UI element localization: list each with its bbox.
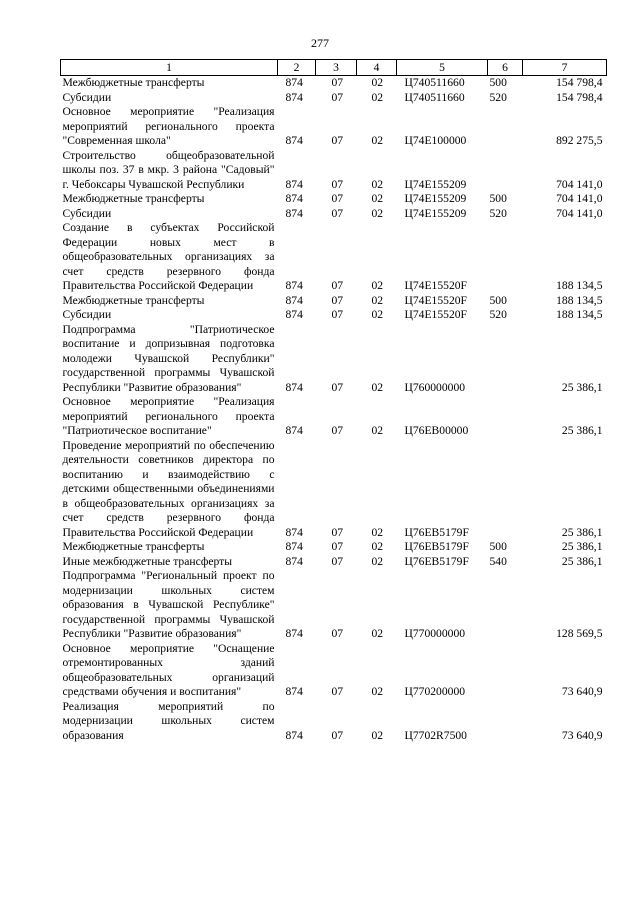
- column-header-1: 1: [61, 60, 278, 76]
- table-row: [61, 308, 607, 323]
- row-csr-cell: Ц770200000: [404, 685, 466, 698]
- row-name-cell: Подпрограмма "Региональный проект по модернизации школьных систем образования в Чувашской Республике" государственной программы Чувашской Республики "Развитие образования": [62, 569, 275, 640]
- table-row: [61, 700, 607, 744]
- row-csr-cell: Ц74Е100000: [404, 134, 467, 147]
- table-row: [61, 221, 607, 294]
- row-pr-cell: 02: [371, 685, 384, 698]
- row-pr-cell: 02: [371, 728, 384, 742]
- row-vr-cell: 500: [489, 192, 507, 205]
- row-name-cell: Реализация мероприятий по модернизации школьных систем образования: [62, 699, 275, 742]
- column-header-5: 5: [397, 60, 488, 76]
- table-row: [61, 105, 607, 149]
- row-glav-cell: 874: [285, 525, 303, 539]
- row-name-cell: Межбюджетные трансферты: [62, 192, 205, 205]
- row-sum-cell: 128 569,5: [556, 627, 603, 640]
- row-vr-cell: 520: [489, 90, 507, 104]
- row-glav-cell: 874: [285, 728, 303, 742]
- row-sum-cell: 892 275,5: [556, 134, 603, 147]
- row-vr-cell: 520: [489, 308, 507, 321]
- row-rz-cell: 07: [331, 293, 344, 307]
- row-glav-cell: 874: [285, 76, 303, 89]
- row-pr-cell: 02: [371, 192, 384, 205]
- row-sum-cell: 25 386,1: [561, 380, 603, 394]
- table-row: [61, 540, 607, 555]
- column-header-7: 7: [523, 60, 607, 76]
- row-name-cell: Субсидии: [62, 90, 112, 104]
- row-vr-cell: [488, 439, 523, 541]
- row-rz-cell: 07: [331, 685, 344, 698]
- row-rz-cell: 07: [331, 554, 344, 568]
- row-pr-cell: 02: [371, 177, 384, 191]
- table-row: [61, 91, 607, 106]
- row-csr-cell: Ц74Е15520F: [404, 293, 467, 307]
- row-name-cell: Строительство общеобразовательной школы поз. 37 в мкр. 3 района "Садовый" г. Чебоксары Чувашской Республики: [62, 148, 275, 191]
- row-csr-cell: Ц76ЕВ00000: [404, 424, 469, 437]
- row-sum-cell: 25 386,1: [561, 540, 603, 553]
- row-glav-cell: 874: [285, 192, 303, 205]
- table-row: [61, 642, 607, 700]
- row-csr-cell: Ц7702R7500: [404, 728, 467, 742]
- table-row: [61, 294, 607, 309]
- row-sum-cell: 704 141,0: [556, 177, 603, 191]
- row-vr-cell: [488, 149, 523, 193]
- row-vr-cell: 520: [489, 206, 507, 220]
- table-row: [61, 555, 607, 570]
- row-glav-cell: 874: [285, 380, 303, 394]
- row-csr-cell: Ц760000000: [404, 380, 466, 394]
- table-row: [61, 395, 607, 439]
- column-header-2: 2: [278, 60, 316, 76]
- row-rz-cell: 07: [331, 627, 344, 640]
- row-pr-cell: 02: [371, 424, 384, 437]
- row-pr-cell: 02: [371, 627, 384, 640]
- row-csr-cell: Ц770000000: [404, 627, 466, 640]
- row-sum-cell: 73 640,9: [561, 728, 603, 742]
- row-pr-cell: 02: [371, 206, 384, 220]
- row-name-cell: Создание в субъектах Российской Федерации новых мест в общеобразовательных организациях за счет средств резервного фонда Правительства Российской Федерации: [62, 221, 275, 292]
- row-csr-cell: Ц74Е155209: [404, 192, 467, 205]
- row-name-cell: Основное мероприятие "Оснащение отремонтированных зданий общеобразовательных организаций средствами обучения и воспитания": [62, 641, 275, 698]
- row-glav-cell: 874: [285, 206, 303, 220]
- row-vr-cell: [488, 569, 523, 642]
- row-csr-cell: Ц74Е155209: [404, 177, 467, 191]
- table-row: [61, 192, 607, 207]
- row-pr-cell: 02: [371, 540, 384, 553]
- row-glav-cell: 874: [285, 293, 303, 307]
- row-sum-cell: 188 134,5: [556, 279, 603, 292]
- row-pr-cell: 02: [371, 134, 384, 147]
- row-pr-cell: 02: [371, 554, 384, 568]
- row-glav-cell: 874: [285, 279, 303, 292]
- row-rz-cell: 07: [331, 525, 344, 539]
- row-csr-cell: Ц74Е155209: [404, 206, 467, 220]
- row-vr-cell: 500: [489, 540, 507, 553]
- row-sum-cell: 704 141,0: [556, 206, 603, 220]
- row-glav-cell: 874: [285, 424, 303, 437]
- row-vr-cell: 500: [489, 76, 507, 89]
- row-rz-cell: 07: [331, 279, 344, 292]
- row-pr-cell: 02: [371, 308, 384, 321]
- row-vr-cell: [488, 323, 523, 396]
- row-sum-cell: 25 386,1: [561, 525, 603, 539]
- row-pr-cell: 02: [371, 525, 384, 539]
- row-sum-cell: 704 141,0: [556, 192, 603, 205]
- row-sum-cell: 25 386,1: [561, 424, 603, 437]
- row-pr-cell: 02: [371, 90, 384, 104]
- row-rz-cell: 07: [331, 134, 344, 147]
- row-vr-cell: [488, 221, 523, 294]
- row-name-cell: Проведение мероприятий по обеспечению деятельности советников директора по воспитанию и взаимодействию с детскими общественными объединениями в общеобразовательных организациях за счет средств резервного фонда Правительства Российской Федерации: [62, 438, 275, 539]
- page-number: 277: [311, 36, 329, 50]
- row-name-cell: Межбюджетные трансферты: [62, 540, 205, 553]
- column-header-3: 3: [316, 60, 357, 76]
- table-row: [61, 323, 607, 396]
- table-row: [61, 207, 607, 222]
- row-pr-cell: 02: [371, 76, 384, 89]
- row-vr-cell: [488, 700, 523, 744]
- row-glav-cell: 874: [285, 627, 303, 640]
- row-glav-cell: 874: [285, 308, 303, 321]
- column-header-4: 4: [357, 60, 397, 76]
- row-rz-cell: 07: [331, 540, 344, 553]
- budget-table: [60, 59, 607, 743]
- row-csr-cell: Ц74Е15520F: [404, 308, 467, 321]
- row-sum-cell: 73 640,9: [561, 685, 603, 698]
- row-pr-cell: 02: [371, 279, 384, 292]
- row-name-cell: Подпрограмма "Патриотическое воспитание и допризывная подготовка молодежи Чувашской Республики" государственной программы Чувашской Республики "Развитие образования": [62, 322, 275, 394]
- row-vr-cell: 540: [489, 554, 507, 568]
- table-row: [61, 569, 607, 642]
- row-sum-cell: 154 798,4: [556, 90, 603, 104]
- row-glav-cell: 874: [285, 90, 303, 104]
- row-name-cell: Субсидии: [62, 308, 112, 321]
- row-csr-cell: Ц76ЕВ5179F: [404, 525, 469, 539]
- row-rz-cell: 07: [331, 308, 344, 321]
- row-pr-cell: 02: [371, 380, 384, 394]
- row-glav-cell: 874: [285, 685, 303, 698]
- row-vr-cell: [488, 642, 523, 700]
- row-name-cell: Межбюджетные трансферты: [62, 293, 205, 307]
- row-name-cell: Межбюджетные трансферты: [62, 76, 205, 89]
- row-glav-cell: 874: [285, 554, 303, 568]
- row-csr-cell: Ц740511660: [404, 76, 465, 89]
- row-name-cell: Основное мероприятие "Реализация мероприятий регионального проекта "Патриотическое воспитание": [62, 395, 275, 437]
- column-header-6: 6: [488, 60, 523, 76]
- column-number-row: [61, 60, 607, 76]
- row-name-cell: Субсидии: [62, 206, 112, 220]
- row-rz-cell: 07: [331, 76, 344, 89]
- table-row: [61, 439, 607, 541]
- row-rz-cell: 07: [331, 90, 344, 104]
- row-name-cell: Иные межбюджетные трансферты: [62, 554, 233, 568]
- row-vr-cell: 500: [489, 293, 507, 307]
- table-row: [61, 76, 607, 91]
- row-sum-cell: 188 134,5: [556, 308, 603, 321]
- row-glav-cell: 874: [285, 177, 303, 191]
- row-rz-cell: 07: [331, 177, 344, 191]
- row-rz-cell: 07: [331, 206, 344, 220]
- table-row: [61, 149, 607, 193]
- row-sum-cell: 188 134,5: [556, 293, 603, 307]
- row-csr-cell: Ц74Е15520F: [404, 279, 467, 292]
- row-csr-cell: Ц740511660: [404, 90, 465, 104]
- row-sum-cell: 25 386,1: [561, 554, 603, 568]
- row-rz-cell: 07: [331, 192, 344, 205]
- row-rz-cell: 07: [331, 380, 344, 394]
- row-csr-cell: Ц76ЕВ5179F: [404, 540, 469, 553]
- row-csr-cell: Ц76ЕВ5179F: [404, 554, 469, 568]
- row-pr-cell: 02: [371, 293, 384, 307]
- row-name-cell: Основное мероприятие "Реализация мероприятий регионального проекта "Современная школа": [62, 105, 275, 147]
- row-rz-cell: 07: [331, 728, 344, 742]
- row-glav-cell: 874: [285, 134, 303, 147]
- row-vr-cell: [488, 395, 523, 439]
- row-glav-cell: 874: [285, 540, 303, 553]
- row-rz-cell: 07: [331, 424, 344, 437]
- row-sum-cell: 154 798,4: [556, 76, 603, 89]
- table-body: [61, 76, 607, 744]
- row-vr-cell: [488, 105, 523, 149]
